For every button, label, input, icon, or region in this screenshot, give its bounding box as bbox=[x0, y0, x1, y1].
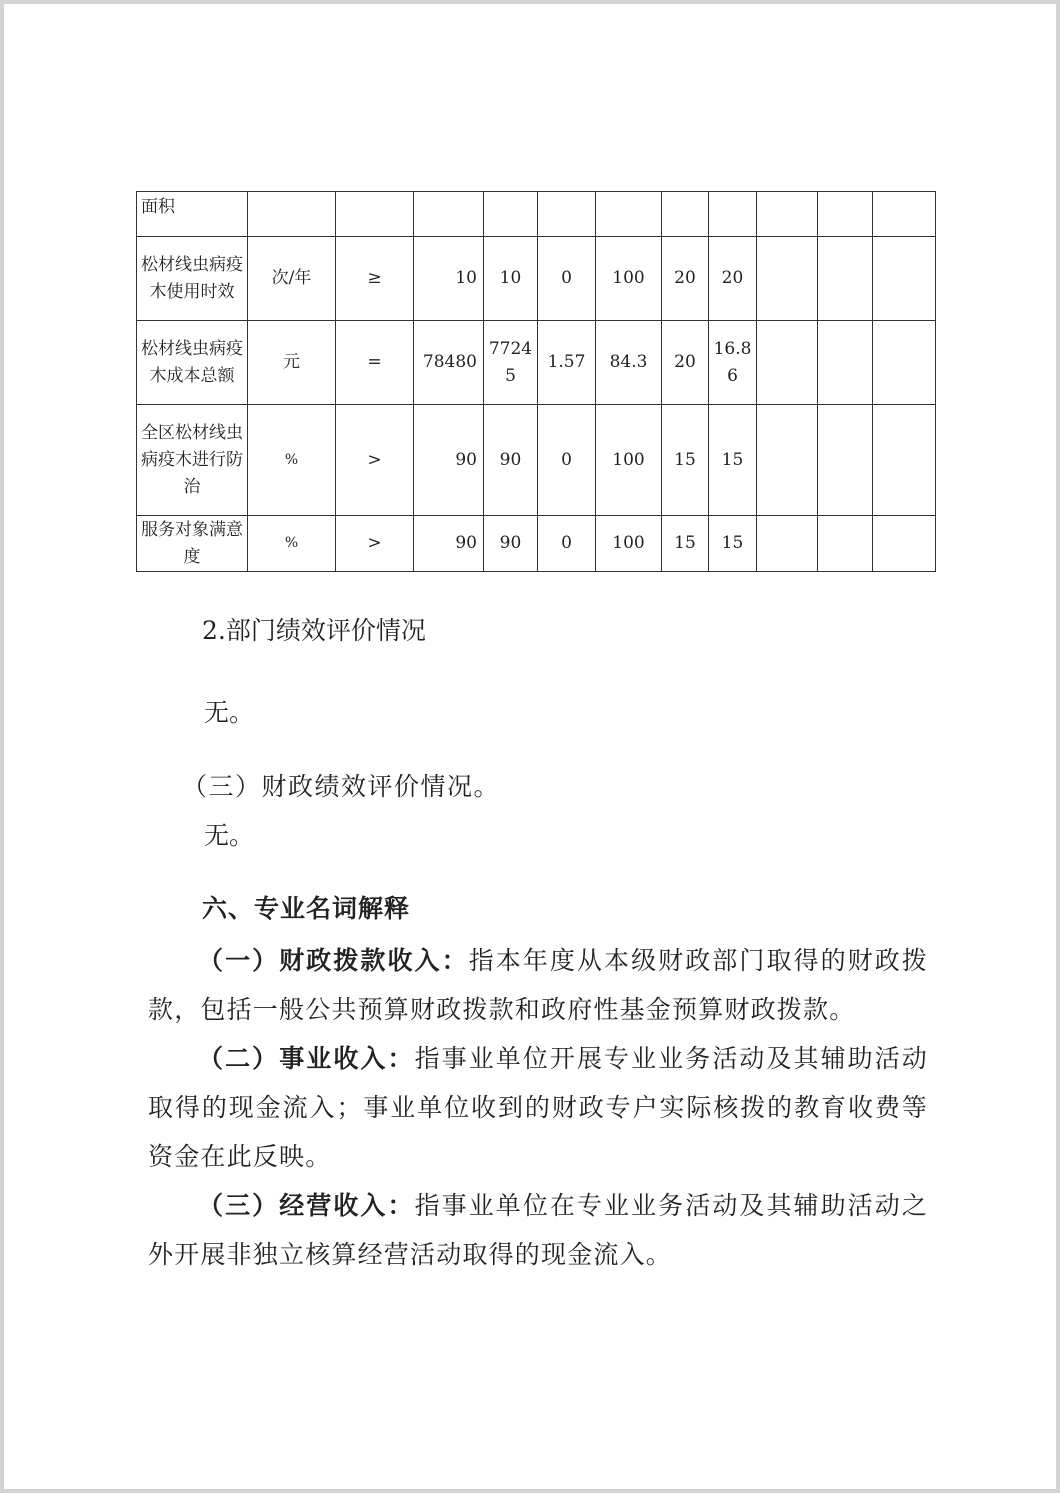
indicator-cell bbox=[818, 237, 873, 321]
indicator-cell: 15 bbox=[709, 516, 757, 572]
indicator-cell: 0 bbox=[538, 405, 596, 516]
indicator-unit: 次/年 bbox=[248, 237, 336, 321]
indicator-cell: 100 bbox=[596, 237, 662, 321]
indicator-cell bbox=[873, 516, 936, 572]
indicator-cell bbox=[757, 516, 818, 572]
indicator-cell bbox=[757, 405, 818, 516]
indicator-cell bbox=[662, 192, 709, 237]
indicator-cell bbox=[818, 321, 873, 405]
indicator-unit: 元 bbox=[248, 321, 336, 405]
table-row bbox=[137, 237, 936, 321]
indicator-cell: 0 bbox=[538, 237, 596, 321]
indicator-cell bbox=[757, 192, 818, 237]
indicator-cell: 90 bbox=[484, 405, 538, 516]
indicator-cell bbox=[484, 192, 538, 237]
indicator-cell: 1.57 bbox=[538, 321, 596, 405]
indicator-name: 松材线虫病疫木使用时效 bbox=[137, 237, 248, 321]
indicator-name: 面积 bbox=[137, 192, 248, 237]
indicator-operator: = bbox=[336, 321, 414, 405]
indicator-cell: 77245 bbox=[484, 321, 538, 405]
indicator-cell: 90 bbox=[484, 516, 538, 572]
indicator-unit: % bbox=[248, 405, 336, 516]
indicator-cell bbox=[873, 192, 936, 237]
indicator-cell bbox=[757, 321, 818, 405]
table-row bbox=[137, 321, 936, 405]
document-page bbox=[4, 4, 1056, 1489]
indicator-cell bbox=[818, 516, 873, 572]
table-row bbox=[137, 405, 936, 516]
indicator-operator bbox=[336, 192, 414, 237]
indicator-cell: 100 bbox=[596, 405, 662, 516]
indicator-name: 服务对象满意度 bbox=[137, 516, 248, 572]
definition-term: （二）事业收入： bbox=[198, 1044, 415, 1073]
definition-paragraph bbox=[148, 1034, 928, 1181]
indicator-operator: > bbox=[336, 516, 414, 572]
indicator-name: 松材线虫病疫木成本总额 bbox=[137, 321, 248, 405]
indicator-cell bbox=[538, 192, 596, 237]
indicator-cell: 90 bbox=[414, 516, 484, 572]
indicator-cell: 90 bbox=[414, 405, 484, 516]
indicator-cell: 15 bbox=[662, 405, 709, 516]
indicator-cell bbox=[818, 192, 873, 237]
indicator-cell bbox=[873, 405, 936, 516]
indicator-cell: 84.3 bbox=[596, 321, 662, 405]
fiscal-eval-heading: （三）财政绩效评价情况。 bbox=[182, 772, 501, 801]
performance-indicator-table bbox=[136, 191, 936, 572]
definition-text: 指本年度从本级财政部门取得的财政拨款，包括一般公共预算财政拨款和政府性基金预算财政拨款。 bbox=[148, 946, 928, 1024]
indicator-name: 全区松材线虫病疫木进行防治 bbox=[137, 405, 248, 516]
indicator-cell bbox=[757, 237, 818, 321]
indicator-cell bbox=[818, 405, 873, 516]
indicator-cell bbox=[596, 192, 662, 237]
indicator-cell: 10 bbox=[484, 237, 538, 321]
fiscal-eval-body: 无。 bbox=[204, 821, 255, 850]
indicator-cell: 0 bbox=[538, 516, 596, 572]
definition-term: （三）经营收入： bbox=[198, 1191, 415, 1220]
dept-eval-heading: 2.部门绩效评价情况 bbox=[202, 616, 426, 645]
indicator-cell: 100 bbox=[596, 516, 662, 572]
indicator-cell: 16.86 bbox=[709, 321, 757, 405]
indicator-cell: 78480 bbox=[414, 321, 484, 405]
section-six-heading: 六、专业名词解释 bbox=[202, 894, 411, 923]
table-row bbox=[137, 192, 936, 237]
definition-term: （一）财政拨款收入： bbox=[198, 946, 469, 975]
definition-text: 指事业单位在专业业务活动及其辅助活动之外开展非独立核算经营活动取得的现金流入。 bbox=[148, 1191, 928, 1269]
indicator-cell bbox=[873, 237, 936, 321]
indicator-cell: 20 bbox=[662, 321, 709, 405]
indicator-operator: ≥ bbox=[336, 237, 414, 321]
indicator-unit bbox=[248, 192, 336, 237]
indicator-cell: 15 bbox=[709, 405, 757, 516]
indicator-operator: > bbox=[336, 405, 414, 516]
definition-paragraph bbox=[148, 1181, 928, 1279]
indicator-cell: 10 bbox=[414, 237, 484, 321]
indicator-cell bbox=[709, 192, 757, 237]
indicator-cell: 15 bbox=[662, 516, 709, 572]
definition-paragraph bbox=[148, 936, 928, 1034]
indicator-cell: 20 bbox=[662, 237, 709, 321]
indicator-cell: 20 bbox=[709, 237, 757, 321]
definition-text: 指事业单位开展专业业务活动及其辅助活动取得的现金流入；事业单位收到的财政专户实际核拨的教育收费等资金在此反映。 bbox=[148, 1044, 928, 1171]
table-row bbox=[137, 516, 936, 572]
dept-eval-body: 无。 bbox=[204, 698, 255, 727]
indicator-cell bbox=[414, 192, 484, 237]
indicator-cell bbox=[873, 321, 936, 405]
indicator-unit: % bbox=[248, 516, 336, 572]
